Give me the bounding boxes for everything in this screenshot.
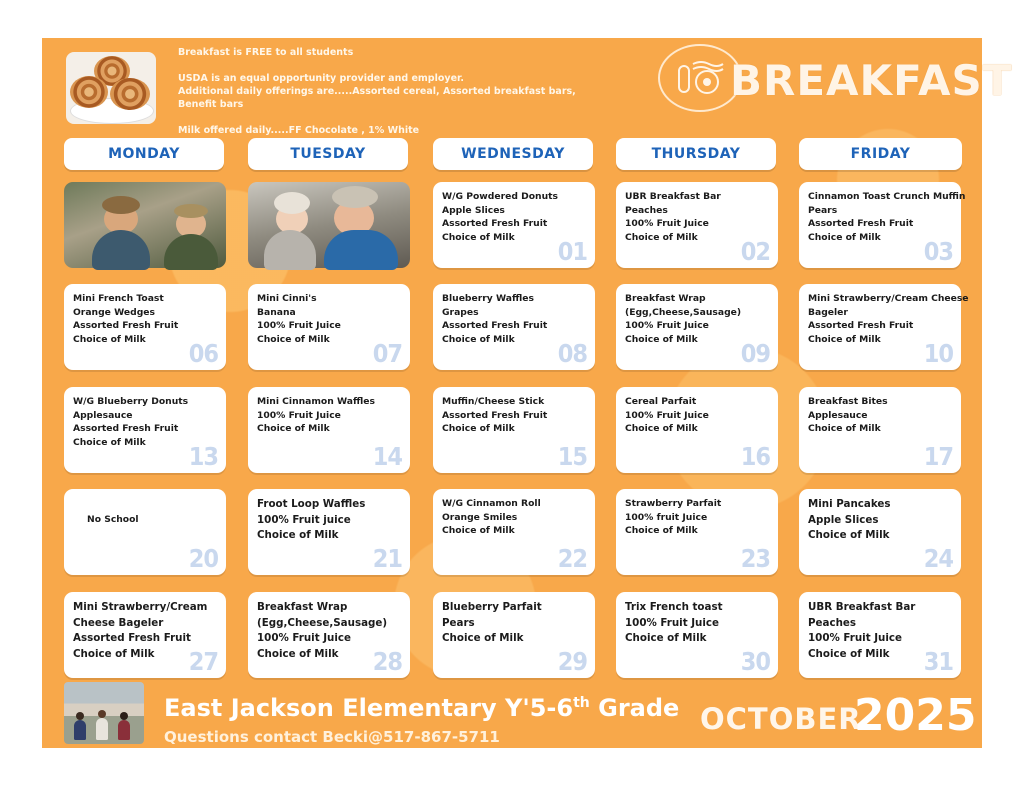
student-shape [120,712,128,720]
day-number: 03 [923,237,953,266]
child-figure-shape [324,230,398,270]
menu-item: Choice of Milk [73,436,146,448]
additional-offerings: Additional daily offerings are.....Assorted cereal, Assorted breakfast bars, [178,86,576,97]
day-number: 07 [372,339,402,368]
child-figure-shape [332,186,378,208]
menu-item: Choice of Milk [73,647,155,660]
cinnamon-roll-shape [110,78,150,110]
day-number: 01 [557,237,587,266]
menu-item: 100% Fruit Juice [808,632,902,644]
menu-item: Bageler [808,306,848,318]
menu-item: Choice of Milk [442,333,515,345]
menu-items [442,497,589,538]
child-figure-shape [274,192,310,214]
menu-item: Choice of Milk [257,529,339,541]
menu-item: Choice of Milk [73,333,146,345]
menu-item: Breakfast Wrap [625,293,706,304]
day-header-thursday: THURSDAY [616,138,776,170]
menu-item: W/G Powdered Donuts [442,191,558,202]
menu-item: Assorted Fresh Fruit [808,320,914,332]
milk-notice: Milk offered daily.....FF Chocolate , 1% White [178,125,420,136]
menu-items [73,513,220,527]
menu-item: Choice of Milk [808,423,881,435]
menu-item: Mini Cinnamon Waffles [257,396,375,407]
menu-item: Choice of Milk [625,333,698,345]
menu-item: UBR Breakfast Bar [808,601,916,613]
menu-day-cell [799,182,966,268]
day-number: 10 [923,339,953,368]
day-number: 24 [923,544,953,573]
cinnamon-roll-shape [70,76,108,108]
child-figure-shape [92,230,150,270]
students-photo [64,682,144,744]
day-header-friday: FRIDAY [799,138,962,170]
menu-sheet [42,38,1013,748]
menu-items [625,497,772,538]
menu-items [442,600,589,647]
menu-item: Assorted Fresh Fruit [442,218,548,230]
menu-item: Choice of Milk [808,529,890,541]
menu-item: 100% Fruit Juice [257,320,341,332]
menu-item: 100% Fruit Juice [257,409,341,421]
menu-item: Breakfast Wrap [257,601,348,613]
children-photo [248,182,410,268]
day-number: 14 [372,442,402,471]
menu-day-cell [799,284,969,370]
day-number: 15 [557,442,587,471]
menu-day-cell [433,182,595,268]
child-figure-shape [164,234,218,270]
menu-day-cell [616,592,778,678]
day-number: 28 [372,647,402,676]
menu-item: (Egg,Cheese,Sausage) [257,616,388,629]
menu-item: 100% Fruit juice [257,513,351,526]
menu-day-cell [616,284,778,370]
menu-item: Assorted Fresh Fruit [73,423,179,435]
menu-item: Assorted Fresh Fruit [442,409,548,421]
menu-item: Choice of Milk [442,525,515,537]
menu-item: Assorted Fresh Fruit [73,320,179,332]
menu-item: Pears [442,616,475,629]
children-photo [64,182,226,268]
menu-item: Choice of Milk [257,647,339,660]
menu-item: W/G Blueberry Donuts [73,396,189,407]
menu-item: Orange Smiles [442,511,518,523]
day-header-wednesday: WEDNESDAY [433,138,593,170]
day-number: 20 [188,544,218,573]
menu-item: Choice of Milk [625,231,698,243]
egg-bacon-icon [673,58,727,98]
day-number: 29 [557,647,587,676]
school-name [164,694,679,722]
student-shape [76,712,84,720]
additional-offerings-cont: Benefit bars [178,99,244,110]
menu-item: 100% Fruit Juice [625,409,709,421]
menu-item: Blueberry Waffles [442,293,534,304]
menu-item: Assorted Fresh Fruit [808,218,914,230]
menu-item: Strawberry Parfait [625,498,722,509]
menu-item: Cereal Parfait [625,396,697,407]
day-header-monday: MONDAY [64,138,224,170]
day-number: 17 [923,442,953,471]
menu-items [625,395,772,436]
menu-item: Blueberry Parfait [442,601,542,613]
day-number: 06 [188,339,218,368]
year-label: 2025 [854,690,977,741]
menu-day-cell [248,284,410,370]
menu-day-cell [64,284,226,370]
menu-item: Choice of Milk [625,423,698,435]
menu-day-cell [433,592,595,678]
menu-item: Muffin/Cheese Stick [442,396,545,407]
menu-day-cell [248,489,410,575]
menu-day-cell [616,182,778,268]
menu-item: Apple Slices [442,204,505,216]
menu-item: Choice of Milk [442,231,515,243]
menu-item: Applesauce [73,409,133,421]
menu-item: Choice of Milk [442,423,515,435]
day-number: 13 [188,442,218,471]
menu-item: Peaches [808,616,857,629]
contact-line: Questions contact Becki@517-867-5711 [164,728,500,746]
menu-item: Choice of Milk [808,333,881,345]
menu-item: Mini Strawberry/Cream [73,601,208,613]
day-number: 08 [557,339,587,368]
menu-day-cell [433,284,595,370]
grade-suffix: th [573,695,590,711]
menu-item: 100% Fruit Juice [625,320,709,332]
menu-item: Pears [808,204,838,216]
grade-word: Grade [589,694,680,722]
month-label: OCTOBER [700,702,862,736]
student-shape [98,710,106,718]
child-figure-shape [102,196,140,214]
menu-item: Mini French Toast [73,293,164,304]
menu-item: Choice of Milk [808,647,890,660]
child-figure-shape [174,204,208,218]
day-number: 21 [372,544,402,573]
menu-item: Orange Wedges [73,306,155,318]
cinnamon-rolls-photo [66,52,156,124]
menu-item: Grapes [442,306,479,318]
day-number: 30 [740,647,770,676]
menu-item: Assorted Fresh Fruit [442,320,548,332]
menu-item: Cinnamon Toast Crunch Muffin [808,191,966,202]
usda-notice: USDA is an equal opportunity provider and employer. [178,73,464,84]
menu-items [808,395,955,436]
menu-item: Mini Pancakes [808,498,891,510]
menu-item: Froot Loop Waffles [257,498,366,510]
menu-day-cell [616,387,778,473]
day-number: 09 [740,339,770,368]
menu-day-cell [64,387,226,473]
school-name-text: East Jackson Elementary Y'5-6 [164,694,574,722]
menu-item: No School [87,514,139,525]
menu-item: UBR Breakfast Bar [625,191,721,202]
day-number: 23 [740,544,770,573]
menu-day-cell [433,387,595,473]
day-number: 02 [740,237,770,266]
menu-item: Apple Slices [808,513,879,526]
menu-day-cell [64,489,226,575]
menu-item: Peaches [625,204,668,216]
menu-item: Mini Strawberry/Cream Cheese [808,293,969,304]
menu-day-cell [616,489,778,575]
menu-day-cell [799,592,961,678]
menu-item: Choice of Milk [808,231,881,243]
menu-day-cell [799,489,961,575]
day-number: 16 [740,442,770,471]
menu-item: Choice of Milk [257,423,330,435]
day-number: 31 [923,647,953,676]
menu-day-cell [799,387,961,473]
menu-item: Cheese Bageler [73,616,164,629]
menu-items [625,600,772,647]
menu-day-cell [433,489,595,575]
menu-item: Assorted Fresh Fruit [73,632,191,644]
day-number: 22 [557,544,587,573]
menu-item: Choice of Milk [257,333,330,345]
menu-item: Choice of Milk [625,632,707,644]
free-notice: Breakfast is FREE to all students [178,47,354,58]
day-header-tuesday: TUESDAY [248,138,408,170]
menu-day-cell [248,592,410,678]
menu-item: Trix French toast [625,601,723,613]
menu-item: W/G Cinnamon Roll [442,498,541,509]
student-shape [74,720,86,740]
menu-item: 100% Fruit Juice [625,616,719,629]
day-number: 27 [188,647,218,676]
student-shape [118,720,130,740]
menu-day-cell [248,387,410,473]
student-shape [96,718,108,740]
menu-item: 100% Fruit Juice [625,218,709,230]
menu-item: Applesauce [808,409,868,421]
breakfast-title: BREAKFAST [730,56,1013,105]
menu-item: 100% Fruit Juice [257,632,351,644]
menu-item: (Egg,Cheese,Sausage) [625,306,742,318]
menu-day-cell [64,592,226,678]
info-text [178,46,598,137]
menu-item: Mini Cinni's [257,293,317,304]
menu-item: Breakfast Bites [808,396,888,407]
menu-items [257,497,404,544]
menu-item: Banana [257,306,296,318]
child-figure-shape [264,230,316,270]
menu-items [442,395,589,436]
menu-item: Choice of Milk [625,525,698,537]
menu-items [808,497,955,544]
menu-item: Choice of Milk [442,632,524,644]
menu-items [257,395,404,436]
menu-item: 100% fruit Juice [625,511,708,523]
